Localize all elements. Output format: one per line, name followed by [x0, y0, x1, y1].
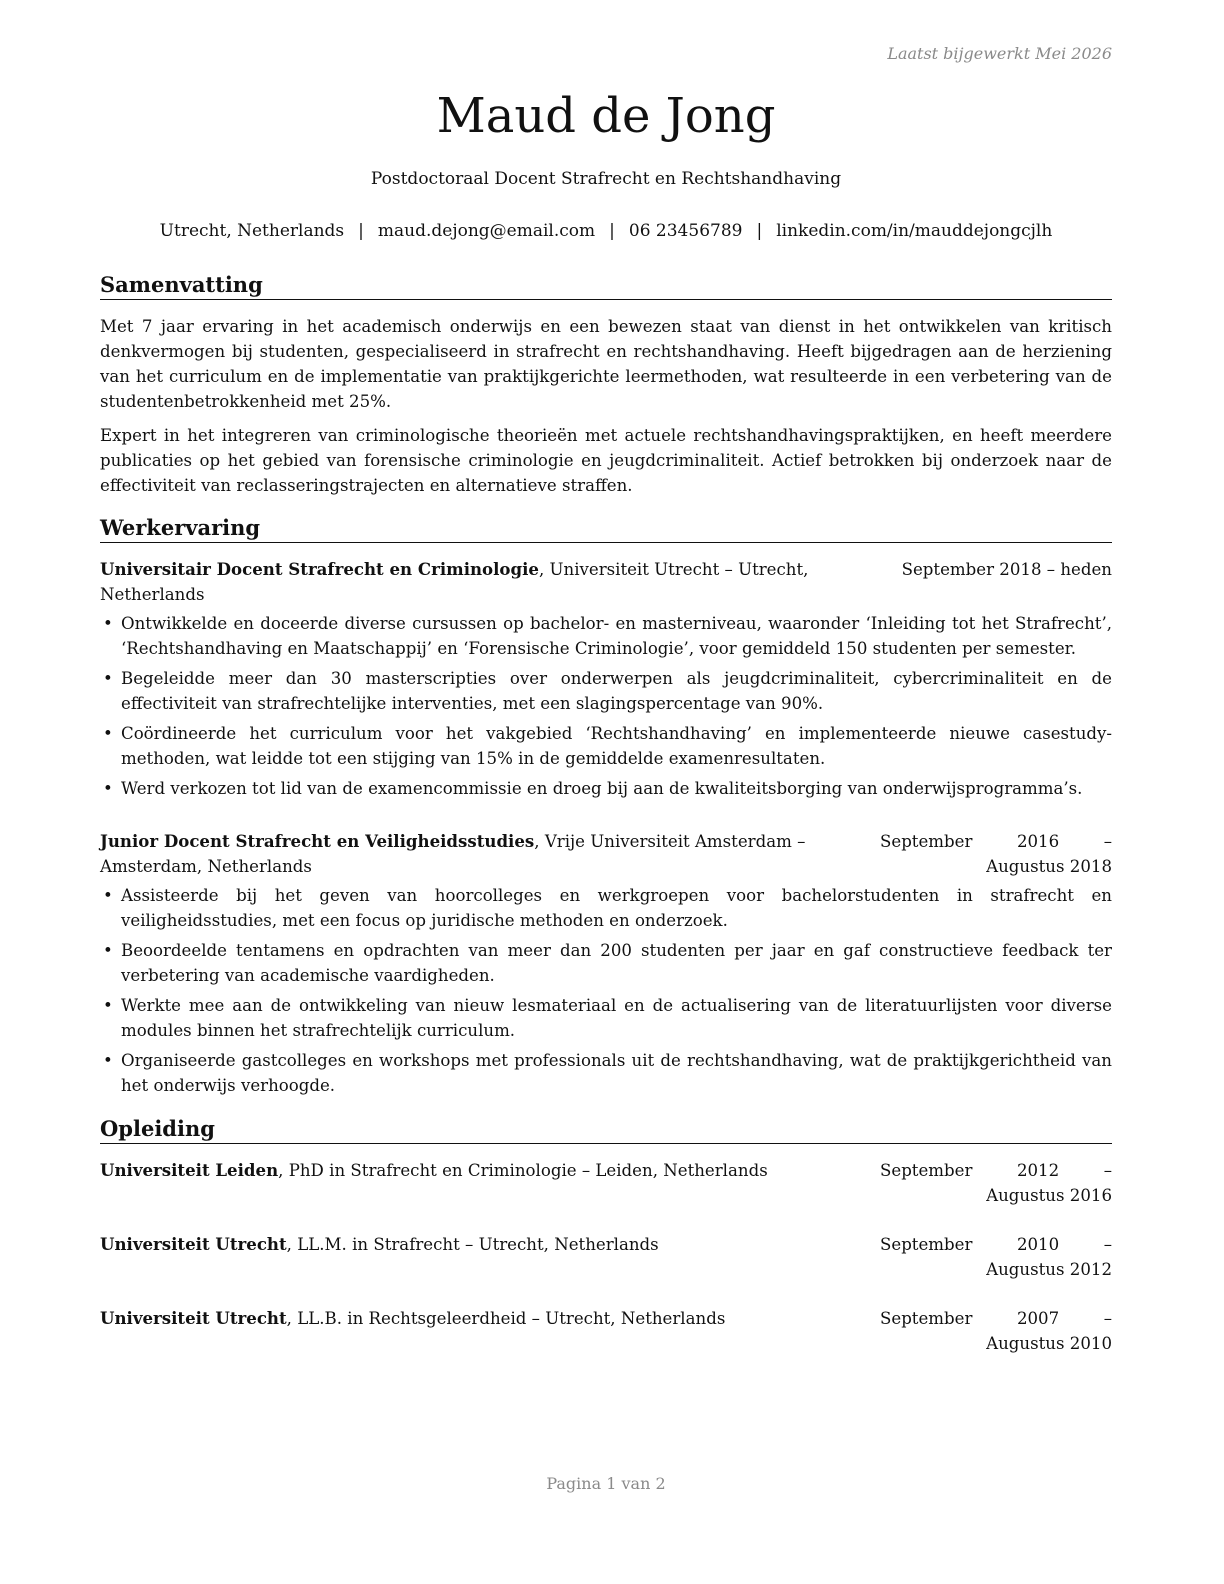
job-bullet: • Werkte mee aan de ontwikkeling van nieuw lesmateriaal en de actualisering van de literatuurlijsten voor diverse modules binnen het strafrechtelijk curriculum.: [100, 993, 1112, 1043]
job-organization: , Vrije Universiteit Amsterdam – Amsterdam, Netherlands: [100, 832, 806, 876]
summary-section: [100, 314, 1112, 507]
contact-line: [100, 219, 1112, 243]
job-bullet: • Werd verkozen tot lid van de examencommissie en droeg bij aan de kwaliteitsborging van onderwijsprogramma’s.: [100, 776, 1112, 801]
education-school: Universiteit Leiden: [100, 1160, 279, 1180]
job-bullet: • Coördineerde het curriculum voor het vakgebied ‘Rechtshandhaving’ en implementeerde nieuwe casestudy-methoden, wat leidde tot een stijging van 15% in de gemiddelde examenresultaten.: [100, 721, 1112, 771]
education-title-line: [100, 1232, 880, 1257]
candidate-name: Maud de Jong: [436, 88, 776, 144]
page-number: Pagina 1 van 2: [546, 1474, 666, 1493]
education-title-line: [100, 1306, 880, 1331]
education-dates: September 2010 – Augustus 2012: [880, 1235, 1112, 1279]
section-heading-education: Opleiding: [100, 1116, 1112, 1144]
job-header: [100, 829, 1112, 879]
education-header: [100, 1306, 1112, 1356]
education-dates: September 2007 – Augustus 2010: [880, 1309, 1112, 1353]
job-bullet-list: [100, 883, 1112, 1098]
last-updated-note: Laatst bijgewerkt Mei 2026: [887, 44, 1112, 63]
education-header: [100, 1158, 1112, 1208]
job-header: [100, 557, 1112, 607]
job-entry: [100, 557, 1112, 806]
summary-paragraph: Met 7 jaar ervaring in het academisch onderwijs en een bewezen staat van dienst in het ontwikkelen van kritisch denkvermogen bij studenten, gespecialiseerd in strafrecht en rechtshandhaving. Heeft bijgedragen aan de herziening van het curriculum en de implementatie van praktijkgerichte leermethoden, wat resulteerde in een verbetering van de studentenbetrokkenheid met 25%.: [100, 317, 1112, 411]
contact-email[interactable]: maud.dejong@email.com: [377, 221, 596, 241]
education-entry: [100, 1306, 1112, 1356]
candidate-title: Postdoctoraal Docent Strafrecht en Rechtshandhaving: [370, 169, 842, 189]
section-heading-experience: Werkervaring: [100, 515, 1112, 543]
education-header: [100, 1232, 1112, 1282]
job-bullet: • Ontwikkelde en doceerde diverse cursussen op bachelor- en masterniveau, waaronder ‘Inleiding tot het Strafrecht’, ‘Rechtshandhaving en Maatschappij’ en ‘Forensische Criminologie’, voor gemiddeld 150 studenten per semester.: [100, 611, 1112, 661]
education-title-line: [100, 1158, 880, 1183]
contact-phone[interactable]: 06 23456789: [628, 221, 743, 241]
job-role: Junior Docent Strafrecht en Veiligheidsstudies: [100, 831, 535, 851]
job-bullet: • Beoordeelde tentamens en opdrachten van meer dan 200 studenten per jaar en gaf constructieve feedback ter verbetering van academische vaardigheden.: [100, 938, 1112, 988]
education-detail: , PhD in Strafrecht en Criminologie – Leiden, Netherlands: [278, 1161, 768, 1180]
section-heading-summary: Samenvatting: [100, 272, 1112, 300]
education-school: Universiteit Utrecht: [100, 1234, 287, 1254]
resume-page: [100, 0, 1112, 1584]
education-detail: , LL.B. in Rechtsgeleerdheid – Utrecht, Netherlands: [286, 1309, 726, 1328]
education-detail: , LL.M. in Strafrecht – Utrecht, Netherlands: [286, 1235, 659, 1254]
education-school: Universiteit Utrecht: [100, 1308, 287, 1328]
job-role: Universitair Docent Strafrecht en Criminologie: [100, 559, 539, 579]
summary-paragraph: Expert in het integreren van criminologische theorieën met actuele rechtshandhavingspraktijken, en heeft meerdere publicaties op het gebied van forensische criminologie en jeugdcriminaliteit. Actief betrokken bij onderzoek naar de effectiviteit van reclasseringstrajecten en alternatieve straffen.: [100, 426, 1112, 495]
contact-separator: |: [358, 221, 364, 241]
job-title-line: [100, 829, 880, 879]
contact-linkedin[interactable]: linkedin.com/in/mauddejongcjlh: [776, 221, 1053, 241]
job-organization: , Universiteit Utrecht – Utrecht, Netherlands: [100, 560, 809, 604]
job-dates: September 2016 – Augustus 2018: [880, 832, 1112, 876]
job-entry: [100, 829, 1112, 1103]
contact-separator: |: [609, 221, 615, 241]
contact-separator: |: [756, 221, 763, 241]
education-dates: September 2012 – Augustus 2016: [880, 1161, 1112, 1205]
education-entry: [100, 1232, 1112, 1282]
education-entry: [100, 1158, 1112, 1208]
job-dates: September 2018 – heden: [901, 560, 1112, 579]
job-bullet: • Begeleidde meer dan 30 masterscripties over onderwerpen als jeugdcriminaliteit, cybercriminaliteit en de effectiviteit van strafrechtelijke interventies, met een slagingspercentage van 90%.: [100, 666, 1112, 716]
job-bullet: • Organiseerde gastcolleges en workshops met professionals uit de rechtshandhaving, wat de praktijkgerichtheid van het onderwijs verhoogde.: [100, 1048, 1112, 1098]
job-bullet: • Assisteerde bij het geven van hoorcolleges en werkgroepen voor bachelorstudenten in strafrecht en veiligheidsstudies, met een focus op juridische methoden en onderzoek.: [100, 883, 1112, 933]
job-bullet-list: [100, 611, 1112, 801]
job-title-line: [100, 557, 902, 607]
contact-location: Utrecht, Netherlands: [159, 221, 345, 241]
